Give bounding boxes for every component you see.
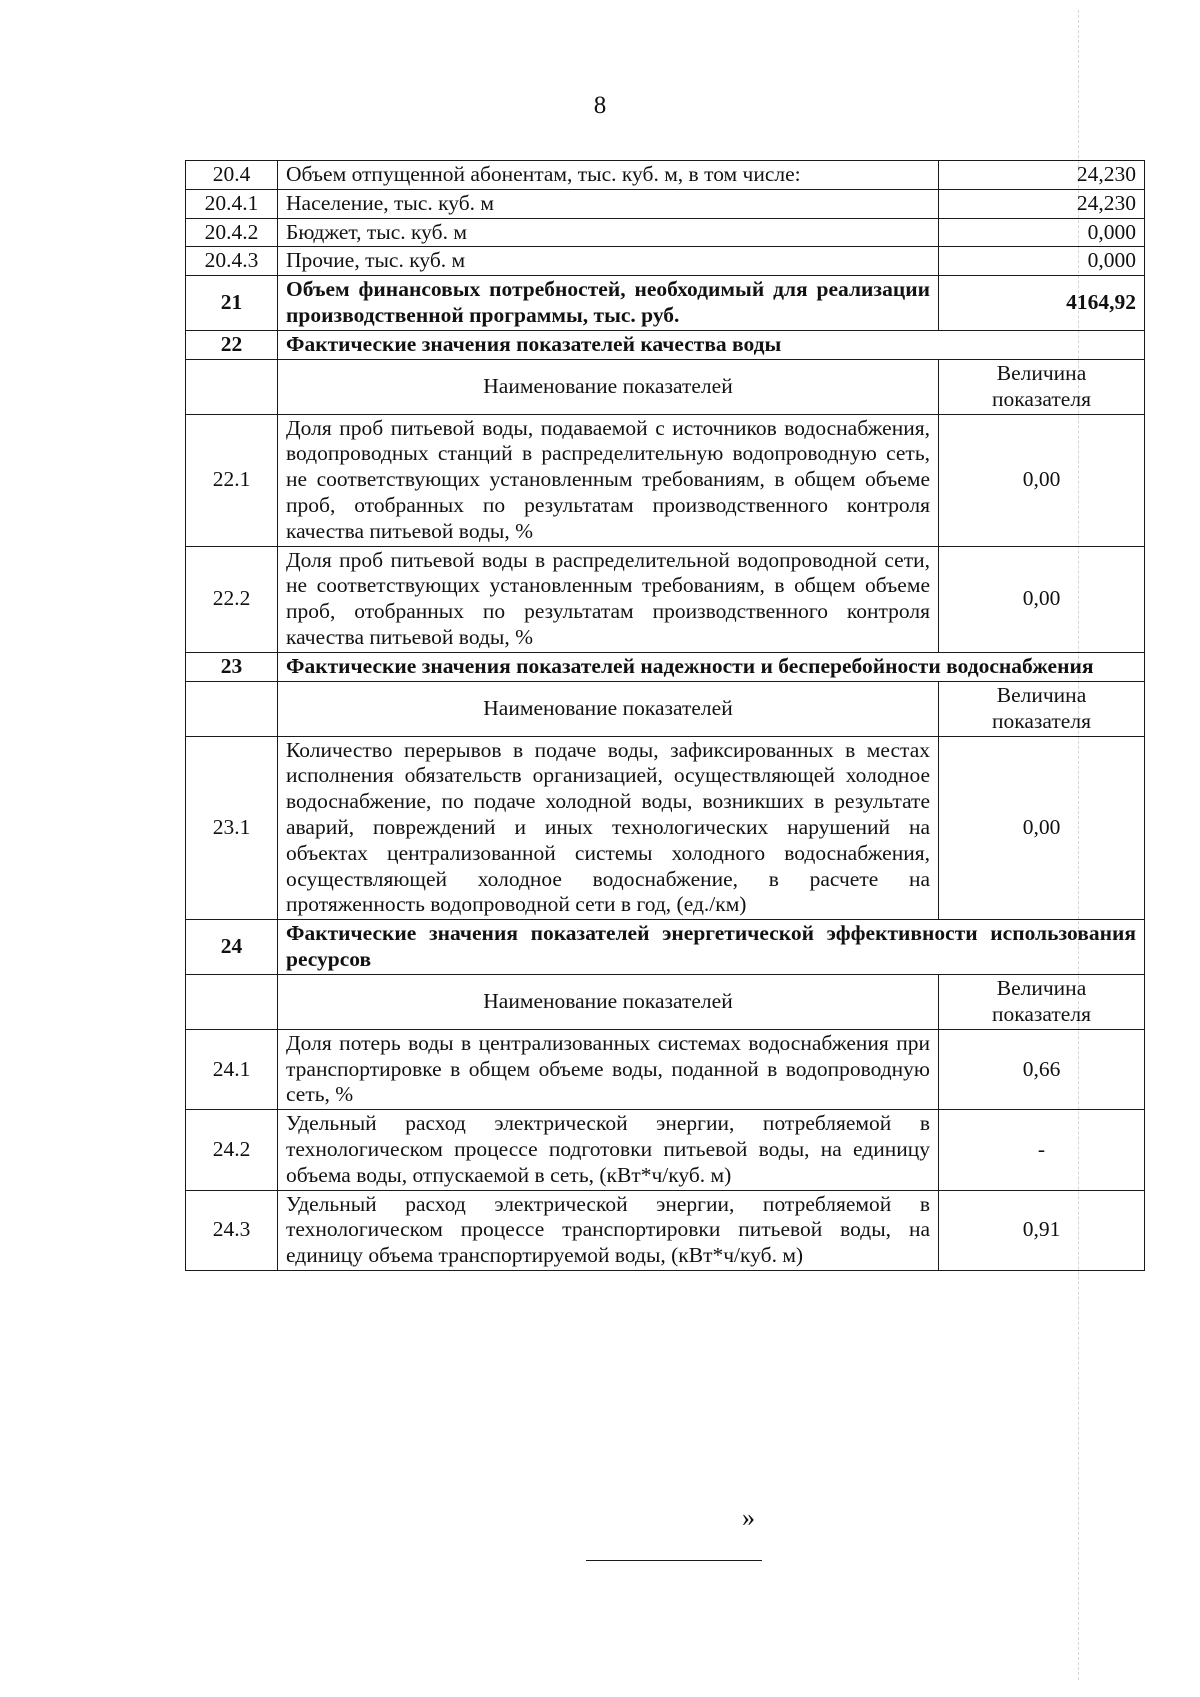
row-text: Бюджет, тыс. куб. м [278,218,939,247]
table-row [186,1029,1145,1109]
row-number: 22.1 [186,414,278,546]
column-header-value: Величина показателя [939,974,1145,1029]
empty-cell [186,681,278,736]
column-header-row [186,974,1145,1029]
closing-quote: » [742,1503,755,1532]
row-value: 24,230 [939,161,1145,190]
table-row [186,1110,1145,1190]
column-header-name: Наименование показателей [278,359,939,414]
column-header-row [186,681,1145,736]
column-header-value: Величина показателя [939,681,1145,736]
table-row [186,218,1145,247]
row-value: 0,000 [939,247,1145,276]
row-text: Удельный расход электрической энергии, потребляемой в технологическом процессе транспортировки питьевой воды, на единицу объема транспортируемой воды, (кВт*ч/куб. м) [278,1190,939,1270]
section-title: Фактические значения показателей надежности и бесперебойности водоснабжения [278,652,1145,681]
table-row [186,161,1145,190]
table-row [186,247,1145,276]
section-number: 24 [186,920,278,975]
table-row [186,189,1145,218]
table-row [186,736,1145,920]
row-value: 4164,92 [939,276,1145,331]
empty-cell [186,359,278,414]
row-value: 0,66 [939,1029,1145,1109]
row-text: Объем финансовых потребностей, необходимый для реализации производственной программы, тыс. руб. [278,276,939,331]
indicators-table [185,160,1145,1271]
row-number: 20.4 [186,161,278,190]
row-number: 24.2 [186,1110,278,1190]
row-number: 20.4.1 [186,189,278,218]
page-number: 8 [593,92,607,119]
row-number: 23.1 [186,736,278,920]
section-header-row [186,920,1145,975]
row-text: Объем отпущенной абонентам, тыс. куб. м, в том числе: [278,161,939,190]
section-number: 23 [186,652,278,681]
row-number: 20.4.2 [186,218,278,247]
row-value: 0,00 [939,736,1145,920]
column-header-row [186,359,1145,414]
row-value: 24,230 [939,189,1145,218]
row-value: 0,000 [939,218,1145,247]
section-header-row [186,652,1145,681]
row-text: Доля проб питьевой воды в распределительной водопроводной сети, не соответствующих установленным требованиям, в общем объеме проб, отобранных по результатам производственного контроля качества питьевой воды, % [278,546,939,652]
row-text: Население, тыс. куб. м [278,189,939,218]
table-row [186,1190,1145,1270]
row-number: 24.3 [186,1190,278,1270]
row-value: 0,91 [939,1190,1145,1270]
column-header-name: Наименование показателей [278,681,939,736]
section-number: 22 [186,330,278,359]
section-title: Фактические значения показателей качества воды [278,330,1145,359]
row-number: 24.1 [186,1029,278,1109]
table-row [186,276,1145,331]
row-value: - [939,1110,1145,1190]
row-value: 0,00 [939,414,1145,546]
row-value: 0,00 [939,546,1145,652]
row-text: Количество перерывов в подаче воды, зафиксированных в местах исполнения обязательств организацией, осуществляющей холодное водоснабжение, по подаче холодной воды, возникших в результате аварий, повреждений и иных технологических нарушений на объектах централизованной системы холодного водоснабжения, осуществляющей холодное водоснабжение, в расчете на протяженность водопроводной сети в год, (ед./км) [278,736,939,920]
footer-divider [586,1560,762,1561]
row-number: 22.2 [186,546,278,652]
row-number: 20.4.3 [186,247,278,276]
column-header-value: Величина показателя [939,359,1145,414]
row-text: Удельный расход электрической энергии, потребляемой в технологическом процессе подготовки питьевой воды, на единицу объема воды, отпускаемой в сеть, (кВт*ч/куб. м) [278,1110,939,1190]
empty-cell [186,974,278,1029]
section-title: Фактические значения показателей энергетической эффективности использования ресурсов [278,920,1145,975]
section-header-row [186,330,1145,359]
row-text: Доля потерь воды в централизованных системах водоснабжения при транспортировке в общем объеме воды, поданной в водопроводную сеть, % [278,1029,939,1109]
column-header-name: Наименование показателей [278,974,939,1029]
row-text: Доля проб питьевой воды, подаваемой с источников водоснабжения, водопроводных станций в распределительную водопроводную сеть, не соответствующих установленным требованиям, в общем объеме проб, отобранных по результатам производственного контроля качества питьевой воды, % [278,414,939,546]
row-text: Прочие, тыс. куб. м [278,247,939,276]
table-row [186,546,1145,652]
table-row [186,414,1145,546]
row-number: 21 [186,276,278,331]
